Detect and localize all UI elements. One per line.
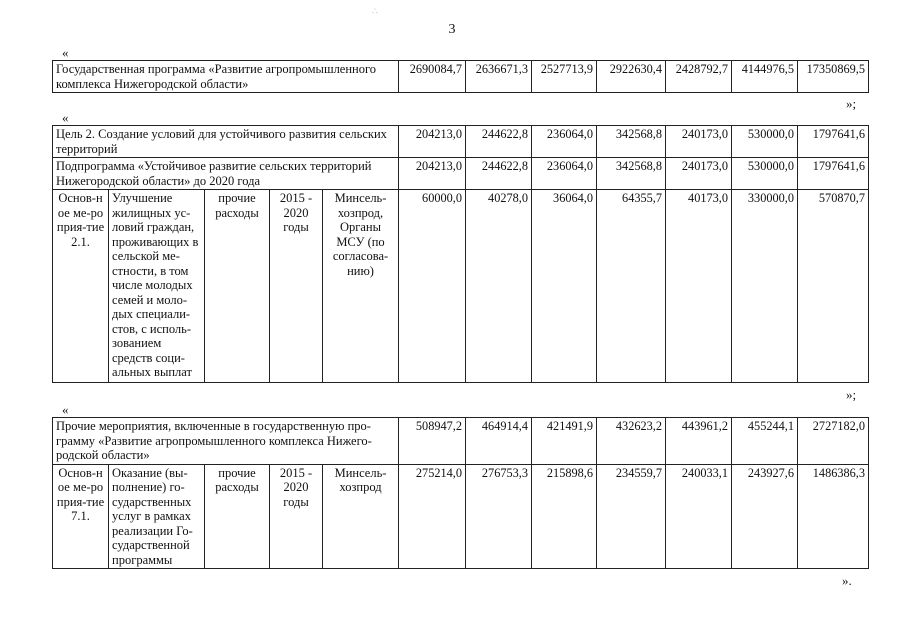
table-row	[53, 158, 869, 190]
other-measures-table	[52, 417, 869, 569]
value-cell: 2690084,7	[399, 61, 466, 93]
value-cell: 215898,6	[532, 464, 597, 569]
open-quote: «	[62, 110, 69, 125]
program-label: Государственная программа «Развитие агропромышленного комплекса Нижегородской области»	[53, 61, 399, 93]
value-cell: 244622,8	[466, 126, 532, 158]
value-cell: 432623,2	[597, 418, 666, 465]
value-cell: 204213,0	[399, 158, 466, 190]
value-cell: 40278,0	[466, 190, 532, 383]
value-cell: 234559,7	[597, 464, 666, 569]
value-cell: 1797641,6	[798, 126, 869, 158]
value-cell: 204213,0	[399, 126, 466, 158]
value-cell: 455244,1	[732, 418, 798, 465]
value-cell: 40173,0	[666, 190, 732, 383]
value-cell: 236064,0	[532, 158, 597, 190]
value-cell: 2428792,7	[666, 61, 732, 93]
value-cell: 243927,6	[732, 464, 798, 569]
measure-name: Улучшение жилищных ус-ловий граждан, проживающих в сельской ме-стности, в том числе молодых семей и моло-дых специали-стов, с исполь-зованием средств соци-альных выплат	[109, 190, 205, 383]
value-cell: 530000,0	[732, 126, 798, 158]
subprogram-label: Подпрограмма «Устойчивое развитие сельских территорий Нижегородской области» до 2020 года	[53, 158, 399, 190]
value-cell: 508947,2	[399, 418, 466, 465]
measure-name: Оказание (вы-полнение) го-сударственных услуг в рамках реализации Го-сударственной программы	[109, 464, 205, 569]
open-quote: «	[62, 45, 69, 60]
value-cell: 60000,0	[399, 190, 466, 383]
value-cell: 443961,2	[666, 418, 732, 465]
executor: Минсель-хозпрод, Органы МСУ (по согласова-нию)	[323, 190, 399, 383]
measure-id: Основ-ное ме-роприя-тие 7.1.	[53, 464, 109, 569]
table-row	[53, 418, 869, 465]
measure-id: Основ-ное ме-роприя-тие 2.1.	[53, 190, 109, 383]
value-cell: 240173,0	[666, 126, 732, 158]
value-cell: 1797641,6	[798, 158, 869, 190]
scan-artifact: ∴	[372, 6, 378, 16]
other-measures-label: Прочие мероприятия, включенные в государственную про-грамму «Развитие агропромышленного комплекса Нижего-родской области»	[53, 418, 399, 465]
value-cell: 2636671,3	[466, 61, 532, 93]
value-cell: 342568,8	[597, 158, 666, 190]
table-row	[53, 464, 869, 569]
value-cell: 240033,1	[666, 464, 732, 569]
value-cell: 240173,0	[666, 158, 732, 190]
expense-type: прочие расходы	[205, 464, 270, 569]
value-cell: 330000,0	[732, 190, 798, 383]
expense-type: прочие расходы	[205, 190, 270, 383]
close-quote: »;	[846, 387, 857, 402]
value-cell: 244622,8	[466, 158, 532, 190]
value-cell: 4144976,5	[732, 61, 798, 93]
value-cell: 1486386,3	[798, 464, 869, 569]
page-number: 3	[448, 22, 456, 37]
value-cell: 570870,7	[798, 190, 869, 383]
open-quote: «	[62, 402, 69, 417]
value-cell: 64355,7	[597, 190, 666, 383]
table-row	[53, 61, 869, 93]
value-cell: 36064,0	[532, 190, 597, 383]
value-cell: 2727182,0	[798, 418, 869, 465]
goal-label: Цель 2. Создание условий для устойчивого развития сельских территорий	[53, 126, 399, 158]
table-row	[53, 126, 869, 158]
value-cell: 236064,0	[532, 126, 597, 158]
value-cell: 421491,9	[532, 418, 597, 465]
value-cell: 2527713,9	[532, 61, 597, 93]
value-cell: 2922630,4	[597, 61, 666, 93]
value-cell: 342568,8	[597, 126, 666, 158]
period: 2015 - 2020 годы	[270, 464, 323, 569]
executor: Минсель-хозпрод	[323, 464, 399, 569]
table-row	[53, 190, 869, 383]
value-cell: 464914,4	[466, 418, 532, 465]
close-quote: ».	[842, 573, 852, 588]
value-cell: 275214,0	[399, 464, 466, 569]
value-cell: 276753,3	[466, 464, 532, 569]
goal-table	[52, 125, 869, 383]
period: 2015 - 2020 годы	[270, 190, 323, 383]
close-quote: »;	[846, 96, 857, 111]
value-cell: 530000,0	[732, 158, 798, 190]
value-cell: 17350869,5	[798, 61, 869, 93]
program-table	[52, 60, 869, 93]
